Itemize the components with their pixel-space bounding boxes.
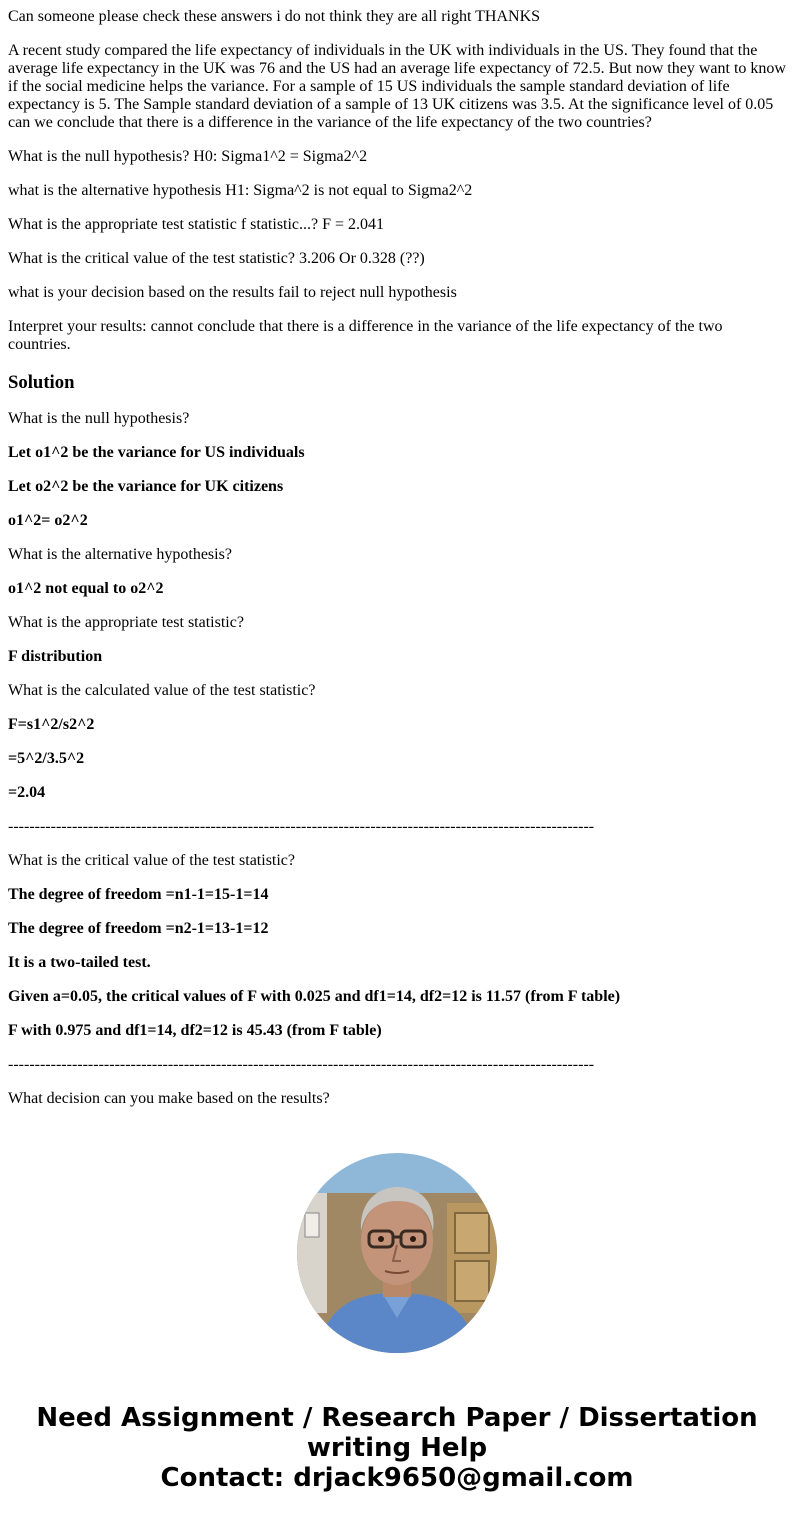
- solution-calc-question: What is the calculated value of the test statistic?: [8, 682, 316, 699]
- promo-line-2: writing Help: [306, 1433, 488, 1463]
- solution-test-question: What is the appropriate test statistic?: [8, 614, 244, 631]
- question-line-alternative: what is the alternative hypothesis H1: Sigma^2 is not equal to Sigma2^2: [8, 182, 473, 199]
- solution-test-answer: F distribution: [8, 648, 103, 665]
- solution-crit-lower: F with 0.975 and df1=14, df2=12 is 45.43 (from F table): [8, 1022, 382, 1039]
- solution-df1: The degree of freedom =n1-1=15-1=14: [8, 886, 269, 903]
- question-line-interpretation: Interpret your results: cannot conclude that there is a difference in the variance of the life expectancy of the two countries.: [8, 318, 723, 353]
- solution-heading: Solution: [8, 372, 75, 393]
- solution-section: [8, 370, 786, 1108]
- divider-line: --------------------------------------------------------------------------------------------------------------: [8, 818, 595, 835]
- solution-df2: The degree of freedom =n2-1=13-1=12: [8, 920, 269, 937]
- question-line-decision: what is your decision based on the results fail to reject null hypothesis: [8, 284, 457, 301]
- solution-calc-result: =2.04: [8, 784, 46, 801]
- document-body: [8, 8, 786, 1124]
- question-section: [8, 8, 786, 354]
- solution-calc-formula: F=s1^2/s2^2: [8, 716, 95, 733]
- question-line-null: What is the null hypothesis? H0: Sigma1^2 = Sigma2^2: [8, 148, 368, 165]
- author-portrait-icon: [297, 1153, 497, 1353]
- question-line-test-statistic: What is the appropriate test statistic f statistic...? F = 2.041: [8, 216, 385, 233]
- solution-decision-question: What decision can you make based on the results?: [8, 1090, 330, 1107]
- question-line-critical-value: What is the critical value of the test statistic? 3.206 Or 0.328 (??): [8, 250, 425, 267]
- solution-crit-question: What is the critical value of the test statistic?: [8, 852, 296, 869]
- solution-let-uk: Let o2^2 be the variance for UK citizens: [8, 478, 284, 495]
- question-title: Can someone please check these answers i do not think they are all right THANKS: [8, 8, 541, 25]
- author-avatar: [297, 1153, 497, 1353]
- promo-banner: [0, 1403, 794, 1493]
- solution-alt-equation: o1^2 not equal to o2^2: [8, 580, 164, 597]
- solution-two-tailed: It is a two-tailed test.: [8, 954, 151, 971]
- question-body: A recent study compared the life expectancy of individuals in the UK with individuals in the US. They found that the average life expectancy in the UK was 76 and the US had an average life expectancy of 72.5. But now they want to know if the social medicine helps the variance. For a sample of 15 US individuals the sample standard deviation of life expectancy is 5. The Sample standard deviation of a sample of 13 UK citizens was 3.5. At the significance level of 0.05 can we conclude that there is a difference in the variance of the life expectancy of the two countries?: [8, 42, 786, 131]
- solution-crit-upper: Given a=0.05, the critical values of F with 0.025 and df1=14, df2=12 is 11.57 (from F table): [8, 988, 621, 1005]
- solution-alt-question: What is the alternative hypothesis?: [8, 546, 232, 563]
- promo-line-1: Need Assignment / Research Paper / Dissertation: [36, 1403, 758, 1433]
- solution-let-us: Let o1^2 be the variance for US individuals: [8, 444, 305, 461]
- promo-contact: Contact: drjack9650@gmail.com: [160, 1463, 634, 1493]
- solution-null-question: What is the null hypothesis?: [8, 410, 190, 427]
- solution-calc-substitution: =5^2/3.5^2: [8, 750, 85, 767]
- solution-null-equation: o1^2= o2^2: [8, 512, 88, 529]
- divider-line-2: --------------------------------------------------------------------------------------------------------------: [8, 1056, 595, 1073]
